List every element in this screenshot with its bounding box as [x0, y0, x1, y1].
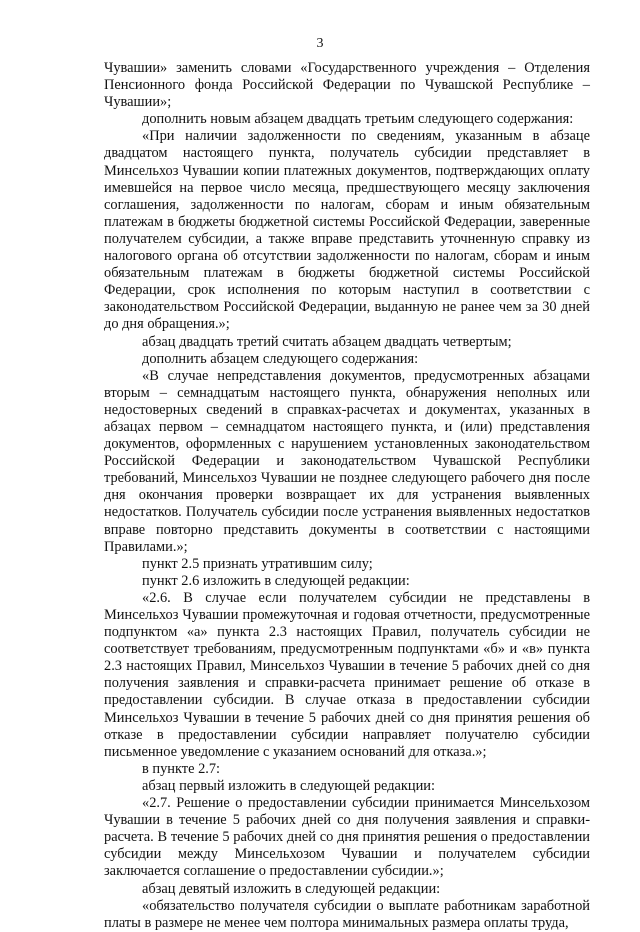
paragraph-quote: «2.7. Решение о предоставлении субсидии принимается Минсельхозом Чувашии в течение 5 рабочих дней со дня получения заявления и справки-расчета. В течение 5 рабочих дней со дня принятия решения о предоставлении субсидии между Минсельхозом Чувашии и получателем субсидии заключается соглашение о предоставлении субсидии.»;: [104, 795, 590, 880]
paragraph-quote: «обязательство получателя субсидии о выплате работникам заработной платы в размере не менее чем полтора минимальных размера оплаты труда,: [104, 897, 590, 931]
paragraph-quote: «В случае непредставления документов, предусмотренных абзацами вторым – семнадцатым настоящего пункта, обнаружения неполных или недостоверных сведений в справках-расчетах и документах, указанных в абзацах первом – семнадцатом настоящего пункта, и (или) представления документов, оформленных с нарушением установленных законодательством Российской Федерации и законодательством Чувашской Республики требований, Минсельхоз Чувашии не позднее следующего рабочего дня после дня окончания проверки возвращает их для устранения выявленных недостатков. Получатель субсидии после устранения выявленных недостатков вправе повторно представить документы в соответствии с настоящими Правилами.»;: [104, 367, 590, 555]
paragraph: пункт 2.6 изложить в следующей редакции:: [142, 572, 410, 589]
paragraph: дополнить новым абзацем двадцать третьим следующего содержания:: [142, 111, 574, 128]
paragraph: абзац девятый изложить в следующей редакции:: [142, 880, 441, 897]
paragraph: в пункте 2.7:: [142, 760, 221, 777]
document-body: [104, 60, 590, 932]
paragraph: абзац двадцать третий считать абзацем двадцать четвертым;: [142, 333, 512, 350]
paragraph-quote: «При наличии задолженности по сведениям, указанным в абзаце двадцатом настоящего пункта, получатель субсидии представляет в Минсельхоз Чувашии копии платежных документов, подтверждающих оплату имевшейся на первое число месяца, предшествующего месяцу заключения соглашения, задолженности по налогам, сборам и иным обязательным платежам в бюджеты бюджетной системы Российской Федерации, заверенные получателем субсидии, а также вправе представить уточненную справку из налогового органа об отсутствии задолженности по налогам, сборам и иным обязательным платежам в бюджеты бюджетной системы Российской Федерации, срок исполнения по которым наступил в соответствии с законодательством Российской Федерации, выданную не ранее чем за 30 дней до дня обращения.»;: [104, 128, 590, 333]
paragraph-continuation: Чувашии» заменить словами «Государственного учреждения – Отделения Пенсионного фонда Российской Федерации по Чувашской Республике – Чувашии»;: [104, 60, 590, 111]
paragraph: абзац первый изложить в следующей редакции:: [142, 777, 436, 794]
paragraph: пункт 2.5 признать утратившим силу;: [142, 555, 373, 572]
paragraph: дополнить абзацем следующего содержания:: [142, 350, 419, 367]
paragraph-quote: «2.6. В случае если получателем субсидии не представлены в Минсельхоз Чувашии промежуточная и годовая отчетности, предусмотренные подпунктом «а» пункта 2.3 настоящих Правил, получатель субсидии не соответствует требованиям, предусмотренным подпунктами «б» и «в» пункта 2.3 настоящих Правил, Минсельхоз Чувашии в течение 5 рабочих дней со дня получения заявления и справки-расчета принимает решение об отказе в предоставлении субсидии. В случае отказа в предоставлении субсидии Минсельхоз Чувашии в течение 5 рабочих дней со дня принятия решения об отказе в предоставлении субсидии направляет получателю субсидии письменное уведомление с указанием оснований для отказа.»;: [104, 589, 590, 760]
page-number: 3: [316, 36, 324, 51]
